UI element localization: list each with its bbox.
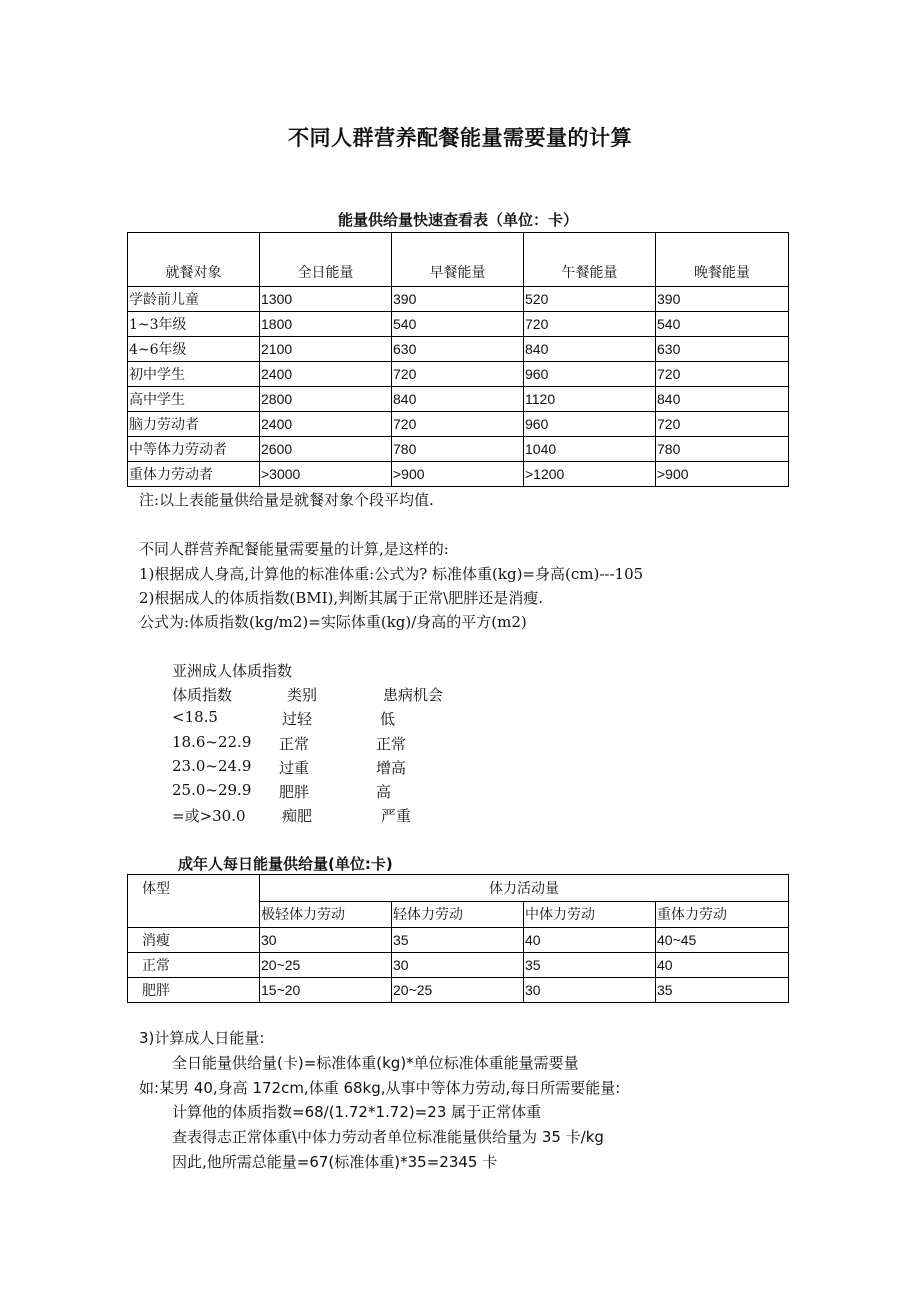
cell-value: 540 xyxy=(392,312,524,337)
cell-value: 35 xyxy=(392,928,524,953)
cell-value: 2800 xyxy=(260,387,392,412)
cell-value: 720 xyxy=(392,362,524,387)
bmi-category: 痴肥 xyxy=(282,807,313,825)
calc-example: 如:某男 40,身高 172cm,体重 68kg,从事中等体力劳动,每日所需要能量: xyxy=(139,1079,621,1097)
cell-label: 消瘦 xyxy=(128,928,260,953)
cell-value: 1120 xyxy=(524,387,656,412)
cell-value: 840 xyxy=(392,387,524,412)
cell-label: 高中学生 xyxy=(128,387,260,412)
bmi-index: 25.0~29.9 xyxy=(172,781,252,799)
page-title: 不同人群营养配餐能量需要量的计算 xyxy=(288,125,632,150)
cell-value: 2100 xyxy=(260,337,392,362)
cell-value: 1040 xyxy=(524,437,656,462)
table-note: 注:以上表能量供给量是就餐对象个段平均值. xyxy=(139,491,434,509)
cell-value: 630 xyxy=(656,337,789,362)
cell-value: 960 xyxy=(524,412,656,437)
adult-energy-caption: 成年人每日能量供给量(单位:卡) xyxy=(178,855,393,873)
cell-value: 720 xyxy=(524,312,656,337)
header-daily-energy: 全日能量 xyxy=(260,233,392,287)
cell-value: 840 xyxy=(656,387,789,412)
bmi-category: 肥胖 xyxy=(279,783,310,801)
cell-label: 学龄前儿童 xyxy=(128,287,260,312)
table-header-row xyxy=(128,233,789,287)
cell-value: 390 xyxy=(656,287,789,312)
cell-value: 2400 xyxy=(260,362,392,387)
calc-step3: 因此,他所需总能量=67(标准体重)*35=2345 卡 xyxy=(172,1153,498,1171)
cell-value: >900 xyxy=(392,462,524,487)
adult-energy-table xyxy=(127,874,789,1003)
cell-label: 初中学生 xyxy=(128,362,260,387)
header-body-type: 体型 xyxy=(128,875,260,928)
header-light: 轻体力劳动 xyxy=(392,901,524,928)
cell-value: 35 xyxy=(656,978,789,1003)
bmi-category: 正常 xyxy=(279,735,310,753)
cell-value: >900 xyxy=(656,462,789,487)
cell-label: 重体力劳动者 xyxy=(128,462,260,487)
paragraph-step1: 1)根据成人身高,计算他的标准体重:公式为? 标准体重(kg)=身高(cm)---105 xyxy=(139,565,644,583)
cell-value: 35 xyxy=(524,953,656,978)
cell-value: 630 xyxy=(392,337,524,362)
header-activity: 体力活动量 xyxy=(260,875,789,902)
cell-value: 20~25 xyxy=(392,978,524,1003)
cell-value: 390 xyxy=(392,287,524,312)
cell-value: 1800 xyxy=(260,312,392,337)
cell-value: 30 xyxy=(524,978,656,1003)
bmi-index: 23.0~24.9 xyxy=(172,757,252,775)
table-row xyxy=(128,412,789,437)
table-header-row xyxy=(128,875,789,902)
bmi-header-risk: 患病机会 xyxy=(383,686,444,704)
cell-value: 40 xyxy=(656,953,789,978)
header-breakfast-energy: 早餐能量 xyxy=(392,233,524,287)
cell-value: 30 xyxy=(392,953,524,978)
cell-value: 2400 xyxy=(260,412,392,437)
header-diner: 就餐对象 xyxy=(128,233,260,287)
header-lunch-energy: 午餐能量 xyxy=(524,233,656,287)
table-row xyxy=(128,437,789,462)
table-row xyxy=(128,337,789,362)
table-row xyxy=(128,978,789,1003)
table-row xyxy=(128,387,789,412)
paragraph-intro: 不同人群营养配餐能量需要量的计算,是这样的: xyxy=(139,540,449,558)
calc-step1: 计算他的体质指数=68/(1.72*1.72)=23 属于正常体重 xyxy=(172,1103,542,1121)
cell-value: 780 xyxy=(392,437,524,462)
cell-label: 脑力劳动者 xyxy=(128,412,260,437)
cell-label: 中等体力劳动者 xyxy=(128,437,260,462)
cell-label: 正常 xyxy=(128,953,260,978)
cell-value: 540 xyxy=(656,312,789,337)
table-row xyxy=(128,362,789,387)
energy-supply-table xyxy=(127,232,789,487)
header-very-light: 极轻体力劳动 xyxy=(260,901,392,928)
cell-label: 4~6年级 xyxy=(128,337,260,362)
bmi-index: 18.6~22.9 xyxy=(172,733,252,751)
cell-value: 1300 xyxy=(260,287,392,312)
bmi-risk: 增高 xyxy=(376,759,407,777)
calc-heading: 3)计算成人日能量: xyxy=(139,1029,265,1047)
bmi-category: 过轻 xyxy=(282,710,313,728)
cell-value: 840 xyxy=(524,337,656,362)
cell-label: 1~3年级 xyxy=(128,312,260,337)
cell-value: 15~20 xyxy=(260,978,392,1003)
bmi-title: 亚洲成人体质指数 xyxy=(172,662,293,680)
cell-value: 960 xyxy=(524,362,656,387)
cell-value: 780 xyxy=(656,437,789,462)
table-row xyxy=(128,462,789,487)
bmi-category: 过重 xyxy=(279,759,310,777)
cell-value: 20~25 xyxy=(260,953,392,978)
cell-label: 肥胖 xyxy=(128,978,260,1003)
bmi-header-category: 类别 xyxy=(287,686,318,704)
bmi-risk: 严重 xyxy=(381,807,412,825)
calc-step2: 查表得志正常体重\中体力劳动者单位标准能量供给量为 35 卡/kg xyxy=(172,1128,604,1146)
bmi-risk: 正常 xyxy=(376,735,407,753)
paragraph-formula: 公式为:体质指数(kg/m2)=实际体重(kg)/身高的平方(m2) xyxy=(139,613,527,631)
bmi-index: =或>30.0 xyxy=(172,807,246,825)
cell-value: 2600 xyxy=(260,437,392,462)
header-dinner-energy: 晚餐能量 xyxy=(656,233,789,287)
cell-value: >1200 xyxy=(524,462,656,487)
header-heavy: 重体力劳动 xyxy=(656,901,789,928)
cell-value: 720 xyxy=(656,412,789,437)
energy-table-caption: 能量供给量快速查看表（单位：卡） xyxy=(337,211,578,229)
cell-value: 720 xyxy=(392,412,524,437)
cell-value: 40~45 xyxy=(656,928,789,953)
calc-formula: 全日能量供给量(卡)=标准体重(kg)*单位标准体重能量需要量 xyxy=(172,1054,579,1072)
bmi-header-index: 体质指数 xyxy=(172,686,233,704)
table-row xyxy=(128,287,789,312)
table-row xyxy=(128,312,789,337)
bmi-risk: 高 xyxy=(376,783,392,801)
cell-value: >3000 xyxy=(260,462,392,487)
cell-value: 520 xyxy=(524,287,656,312)
bmi-index: <18.5 xyxy=(172,708,218,726)
paragraph-step2: 2)根据成人的体质指数(BMI),判断其属于正常\肥胖还是消瘦. xyxy=(139,589,543,607)
cell-value: 720 xyxy=(656,362,789,387)
table-row xyxy=(128,928,789,953)
table-row xyxy=(128,953,789,978)
header-medium: 中体力劳动 xyxy=(524,901,656,928)
bmi-risk: 低 xyxy=(380,710,396,728)
cell-value: 30 xyxy=(260,928,392,953)
cell-value: 40 xyxy=(524,928,656,953)
